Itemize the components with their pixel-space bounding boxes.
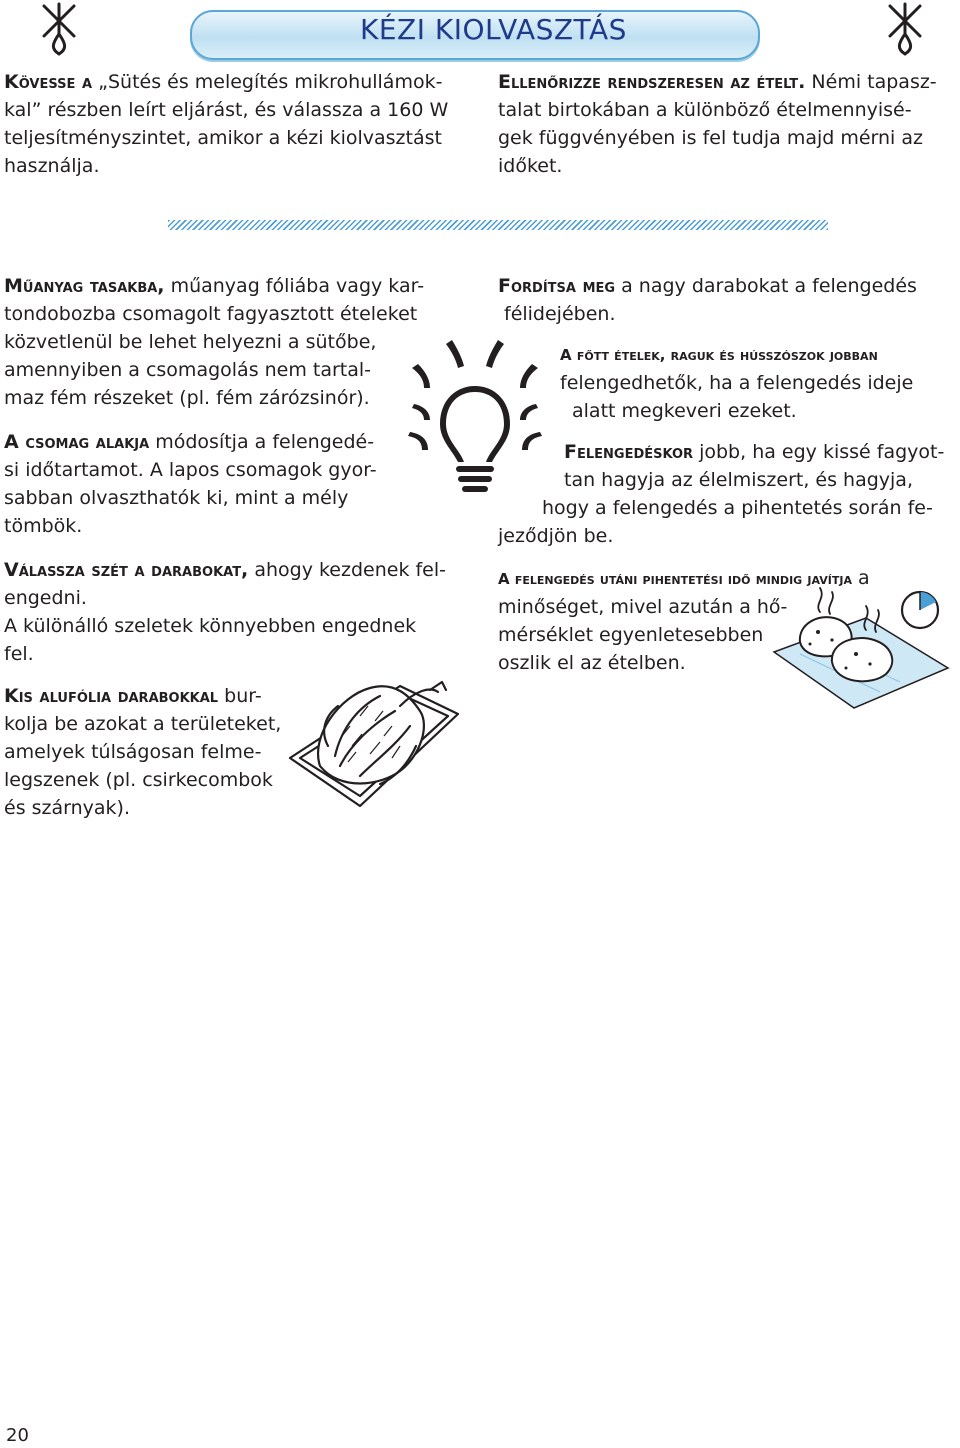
- text-line: jeződjön be.: [498, 525, 614, 547]
- text-line: mérséklet egyenletesebben: [498, 624, 764, 646]
- text-line: félidejében.: [504, 303, 616, 325]
- text-line: fel.: [4, 643, 34, 665]
- page-number: 20: [6, 1425, 29, 1446]
- lead-text: A felengedés utáni pihentetési idő mindig javítja: [498, 570, 852, 588]
- text-line: engedni.: [4, 587, 87, 609]
- lead-text: Kövesse a: [4, 71, 93, 93]
- text-line: módosítja a felengedé-: [149, 431, 375, 453]
- intro-left: [4, 68, 464, 180]
- page-title: KÉZI KIOLVASZTÁS: [360, 13, 627, 46]
- text-line: si időtartamot. A lapos csomagok gyor-: [4, 459, 377, 481]
- lead-text: Fordítsa meg: [498, 275, 616, 297]
- text-line: Némi tapasz-: [805, 71, 937, 93]
- text-line: „Sütés és melegítés mikrohullámok-: [92, 71, 443, 93]
- text-line: felengedhetők, ha a felengedés ideje: [560, 372, 914, 394]
- right-column-p2: [560, 340, 958, 425]
- lead-text: Felengedéskor: [564, 441, 694, 463]
- text-line: használja.: [4, 155, 100, 177]
- lead-text: Válassza szét a darabokat,: [4, 559, 249, 581]
- snowflake-drop-icon: [880, 2, 930, 58]
- left-column-p4: [4, 682, 304, 822]
- text-line: legszenek (pl. csirkecombok: [4, 769, 273, 791]
- chicken-tray-illustration: [280, 666, 465, 816]
- text-line: a nagy darabokat a felengedés: [615, 275, 917, 297]
- lead-text: A csomag alakja: [4, 431, 150, 453]
- right-column-p3: [498, 438, 958, 550]
- text-line: a: [851, 567, 870, 589]
- text-line: tömbök.: [4, 515, 83, 537]
- lead-text: Kis alufólia darabokkal: [4, 685, 219, 707]
- lead-text: Ellenőrizze rendszeresen az ételt.: [498, 71, 806, 93]
- text-line: műanyag fóliába vagy kar-: [164, 275, 425, 297]
- text-line: közvetlenül be lehet helyezni a sütőbe,: [4, 331, 377, 353]
- text-line: teljesítményszintet, amikor a kézi kiolvasztást: [4, 127, 442, 149]
- right-column-p1: [498, 272, 958, 328]
- lead-text: Műanyag tasakba,: [4, 275, 165, 297]
- text-line: kal” részben leírt eljárást, és válassza a 160 W: [4, 99, 449, 121]
- text-line: ahogy kezdenek fel-: [248, 559, 446, 581]
- left-column-p3: [4, 556, 464, 668]
- intro-right: [498, 68, 958, 180]
- text-line: amennyiben a csomagolás nem tartal-: [4, 359, 372, 381]
- text-line: tan hagyja az élelmiszert, és hagyja,: [564, 469, 913, 491]
- text-line: kolja be azokat a területeket,: [4, 713, 282, 735]
- text-line: minőséget, mivel azután a hő-: [498, 596, 788, 618]
- text-line: hogy a felengedés a pihentetés során fe-: [542, 497, 933, 519]
- text-line: A különálló szeletek könnyebben engednek: [4, 615, 417, 637]
- snowflake-drop-icon: [34, 2, 84, 58]
- text-line: talat birtokában a különböző ételmennyisé-: [498, 99, 912, 121]
- hatched-divider: [168, 220, 828, 230]
- text-line: alatt megkeveri ezeket.: [572, 400, 797, 422]
- lead-text: A főtt ételek, raguk és hússzószok jobban: [560, 346, 878, 364]
- text-line: bur-: [218, 685, 262, 707]
- text-line: és szárnyak).: [4, 797, 131, 819]
- timer-icon: [902, 592, 938, 628]
- text-line: tondobozba csomagolt fagyasztott ételeket: [4, 303, 418, 325]
- text-line: jobb, ha egy kissé fagyot-: [693, 441, 945, 463]
- left-column-p1: [4, 272, 444, 412]
- text-line: maz fém részeket (pl. fém zárózsinór).: [4, 387, 370, 409]
- text-line: amelyek túlságosan felme-: [4, 741, 262, 763]
- text-line: sabban olvaszthatók ki, mint a mély: [4, 487, 349, 509]
- text-line: gek függvényében is fel tudja majd mérni az: [498, 127, 923, 149]
- text-line: időket.: [498, 155, 563, 177]
- left-column-p2: [4, 428, 444, 540]
- text-line: oszlik el az ételben.: [498, 652, 686, 674]
- potatoes-timer-illustration: [770, 580, 955, 710]
